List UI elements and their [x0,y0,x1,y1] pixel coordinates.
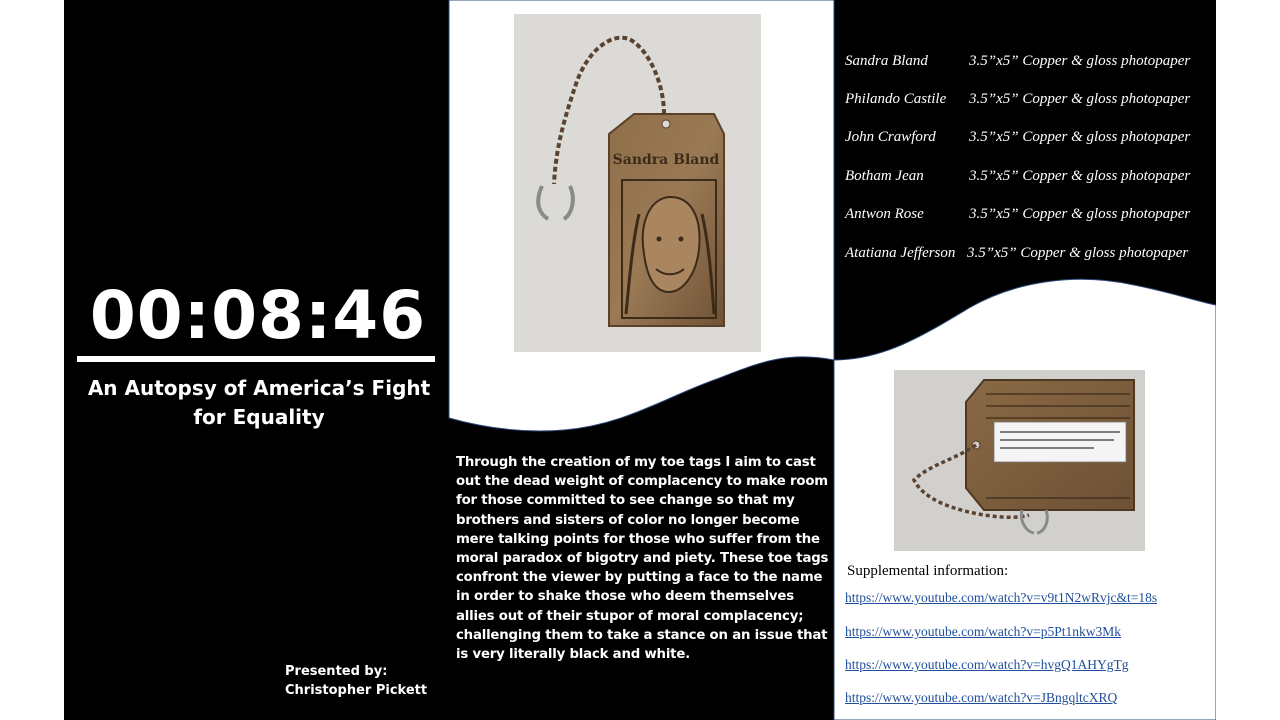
tag-engraved-name: Sandra Bland [612,152,720,168]
artwork-medium: 3.5”x5” Copper & gloss photopaper [969,206,1191,223]
presenter-block [285,662,485,700]
artwork-row [845,157,1215,195]
artwork-name: Botham Jean [845,167,924,184]
printed-tweet [994,422,1126,462]
artwork-row [845,42,1215,80]
toe-tag-front-illustration [514,14,761,352]
toe-tag-back-illustration [894,370,1145,551]
toe-tag-back-photo [894,370,1145,551]
timer-display: 00:08:46 [89,277,427,354]
artwork-name: Atatiana Jefferson [845,244,956,261]
title-line-2: for Equality [193,405,325,429]
slide [64,0,1216,720]
artwork-medium: 3.5”x5” Copper & gloss photopaper [969,129,1191,146]
artwork-medium: 3.5”x5” Copper & gloss photopaper [969,52,1191,69]
title-line-1: An Autopsy of America’s Fight [87,376,431,400]
artwork-row [845,196,1215,234]
supplemental-label: Supplemental information: [847,563,1009,579]
supplemental-link[interactable]: https://www.youtube.com/watch?v=v9t1N2wRvjc&t=18s [845,590,1158,605]
artwork-name: Sandra Bland [845,52,928,69]
artwork-medium: 3.5”x5” Copper & gloss photopaper [969,91,1191,108]
artwork-medium: 3.5”x5” Copper & gloss photopaper [967,244,1189,261]
supplemental-link[interactable]: https://www.youtube.com/watch?v=JBngqltcXRQ [845,690,1118,705]
artwork-row [845,234,1215,272]
supplemental-link[interactable]: https://www.youtube.com/watch?v=p5Pt1nkw3Mk [845,624,1121,639]
artwork-name: Antwon Rose [845,206,924,223]
presented-by-label: Presented by: [285,664,388,679]
artwork-name: Philando Castile [845,91,947,108]
artwork-row [845,80,1215,118]
artwork-list [845,42,1215,272]
artist-statement: Through the creation of my toe tags I aim to cast out the dead weight of complacency to make room for those committed to see change so that my brothers and sisters of color no longer become mere talking points for those who suffer from the moral paradox of bigotry and piety. These toe tags confront the viewer by putting a face to the name in order to shake those who deem themselves allies out of their stupor of moral complacency; challenging them to take a stance on an issue that is very literally black and white. [456,455,829,663]
presenter-name: Christopher Pickett [285,683,428,698]
supplemental-link[interactable]: https://www.youtube.com/watch?v=hvgQ1AHYgTg [845,657,1129,672]
artwork-row [845,119,1215,157]
toe-tag-front-photo [514,14,761,352]
artwork-name: John Crawford [845,129,936,146]
presentation-title [74,374,444,432]
timer-underline [77,356,435,362]
artwork-medium: 3.5”x5” Copper & gloss photopaper [969,167,1191,184]
